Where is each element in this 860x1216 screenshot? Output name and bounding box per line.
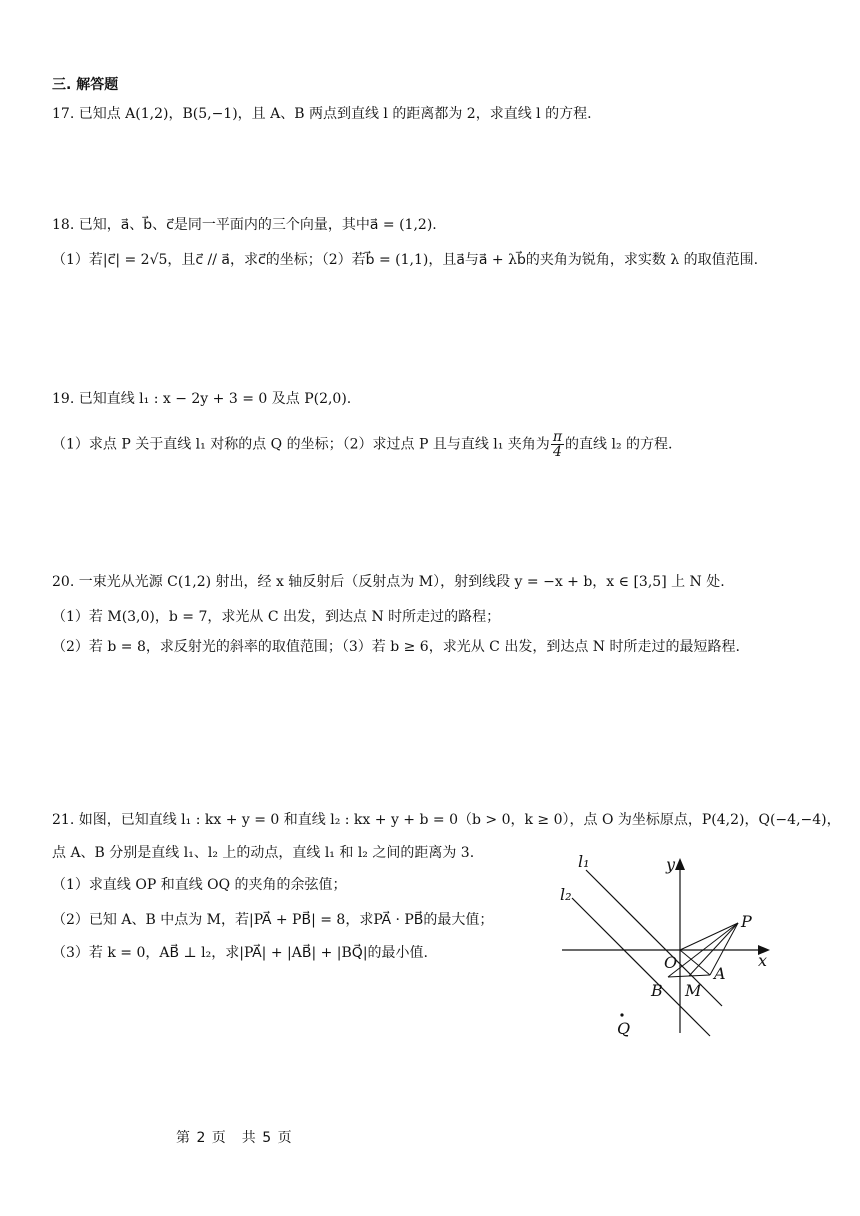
segment-OA <box>680 950 710 975</box>
problem-17-line-1: 17. 已知点 A(1,2)，B(5,−1)，且 A、B 两点到直线 l 的距离都为 2，求直线 l 的方程. <box>52 106 592 122</box>
problem-19-line-2 <box>52 430 672 459</box>
label-B: B <box>651 981 663 1000</box>
problem-19-line-2-text: （1）求点 P 关于直线 l₁ 对称的点 Q 的坐标；（2）求过点 P 且与直线 l₁ 夹角为 <box>52 436 550 453</box>
fraction-numerator: π <box>552 429 563 445</box>
label-x: x <box>758 951 768 970</box>
label-l1: l₁ <box>578 852 590 871</box>
label-l2: l₂ <box>560 885 572 904</box>
problem-21-line-4: （2）已知 A、B 中点为 M，若|PA⃗ + PB⃗| = 8，求PA⃗ · PB⃗的最大值； <box>52 912 494 928</box>
problem-20-line-3: （2）若 b = 8，求反射光的斜率的取值范围；（3）若 b ≥ 6，求光从 C 出发，到达点 N 时所走过的最短路程. <box>52 639 740 655</box>
page-footer: 第 2 页 共 5 页 <box>176 1130 293 1146</box>
fraction-pi-over-4 <box>551 430 564 459</box>
problem-21-line-1: 21. 如图，已知直线 l₁ : kx + y = 0 和直线 l₂ : kx + y + b = 0（b > 0，k ≥ 0），点 O 为坐标原点，P(4,2)，Q(−4,−4)， <box>52 812 841 828</box>
label-y: y <box>666 855 676 874</box>
problem-21-line-3: （1）求直线 OP 和直线 OQ 的夹角的余弦值； <box>52 877 347 893</box>
label-M: M <box>685 981 702 1000</box>
section-title: 三. 解答题 <box>52 77 119 93</box>
fraction-denominator: 4 <box>552 444 562 460</box>
label-P: P <box>741 912 752 931</box>
problem-21-line-5: （3）若 k = 0，AB⃗ ⊥ l₂，求|PA⃗| + |AB⃗| + |BQ⃗|的最小值. <box>52 945 428 961</box>
problem-21-figure <box>550 848 790 1038</box>
problem-19-line-1: 19. 已知直线 l₁ : x − 2y + 3 = 0 及点 P(2,0). <box>52 391 352 407</box>
label-Q: Q <box>617 1019 631 1038</box>
problem-19-line-2-tail: 的直线 l₂ 的方程. <box>565 436 673 453</box>
problem-18-line-1: 18. 已知，a⃗、b⃗、c⃗是同一平面内的三个向量，其中a⃗ = (1,2). <box>52 217 437 233</box>
y-axis-arrow <box>675 858 685 870</box>
point-Q-dot <box>620 1013 623 1016</box>
label-A: A <box>714 964 726 983</box>
label-O: O <box>664 953 678 972</box>
problem-20-line-1: 20. 一束光从光源 C(1,2) 射出，经 x 轴反射后（反射点为 M），射到线段 y = −x + b，x ∈ [3,5] 上 N 处. <box>52 574 725 590</box>
problem-20-line-2: （1）若 M(3,0)，b = 7，求光从 C 出发，到达点 N 时所走过的路程； <box>52 609 501 625</box>
line-l2 <box>572 898 710 1036</box>
problem-18-line-2: （1）若|c⃗| = 2√5，且c⃗ // a⃗，求c⃗的坐标；（2）若b⃗ = (1,1)，且a⃗与a⃗ + λb⃗的夹角为锐角，求实数 λ 的取值范围. <box>52 252 759 268</box>
problem-21-line-2: 点 A、B 分别是直线 l₁、l₂ 上的动点，直线 l₁ 和 l₂ 之间的距离为 3. <box>52 845 475 861</box>
